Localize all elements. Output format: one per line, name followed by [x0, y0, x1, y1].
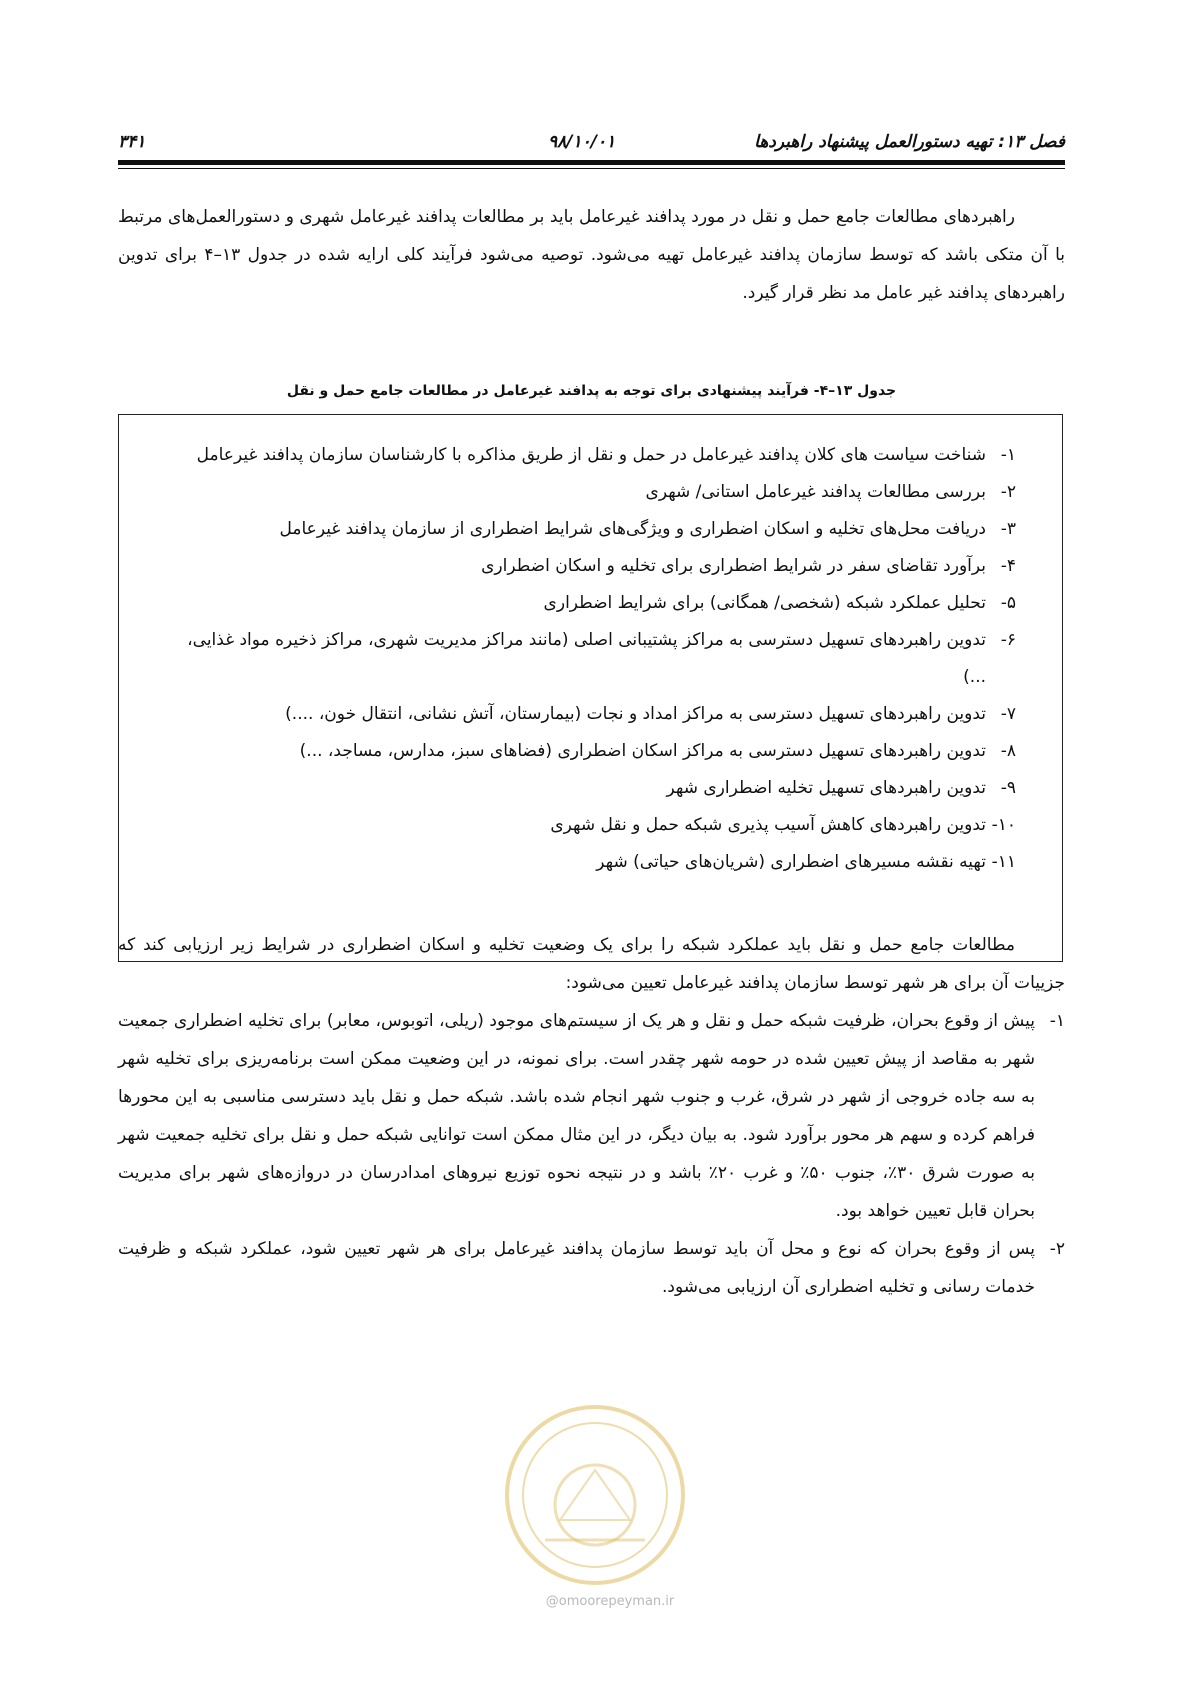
- table-item-text: برآورد تقاضای سفر در شرایط اضطراری برای تخلیه و اسکان اضطراری: [481, 556, 986, 576]
- table-item-number: ۹-: [1000, 778, 1016, 798]
- condition-item: [118, 1230, 1065, 1306]
- watermark-url: @omoorepeyman.ir: [545, 1594, 675, 1609]
- table-item-text: بررسی مطالعات پدافند غیرعامل استانی/ شهری: [645, 482, 986, 502]
- table-item-number: ۴-: [1000, 556, 1016, 576]
- table-item-text: تدوین راهبردهای تسهیل دسترسی به مراکز پشتیبانی اصلی (مانند مراکز مدیریت شهری، مراکز ذخیره مواد غذایی، ...): [187, 630, 986, 687]
- table-item: [159, 770, 1016, 807]
- condition-item: [118, 1002, 1065, 1230]
- table-item-number: ۱۰-: [991, 815, 1016, 835]
- table-item: [159, 474, 1016, 511]
- table-item: [159, 844, 1016, 881]
- condition-number: ۲-: [1049, 1239, 1065, 1259]
- condition-text: پس از وقوع بحران که نوع و محل آن باید توسط سازمان پدافند غیرعامل برای هر شهر تعیین شود، عملکرد شبکه و ظرفیت خدمات رسانی و تخلیه اضطراری آن ارزیابی می‌شود.: [118, 1239, 1035, 1297]
- condition-text: پیش از وقوع بحران، ظرفیت شبکه حمل و نقل و هر یک از سیستم‌های موجود (ریلی، اتوبوس، معابر) برای تخلیه اضطراری جمعیت شهر به مقاصد از پیش تعیین شده در حومه شهر چقدر است. برای نمونه، در این وضعیت ممکن است برنامه‌ریزی برای تخلیه شهر به سه جاده خروجی از شهر در شرق، غرب و جنوب شهر انجام شده باشد. شبکه حمل و نقل باید دسترسی مناسبی به این محورها فراهم کرده و سهم هر محور برآورد شود. به بیان دیگر، در این مثال ممکن است توانایی شبکه حمل و نقل برای تخلیه جمعیت شهر به صورت شرق ۳۰٪، جنوب ۵۰٪ و غرب ۲۰٪ باشد و در نتیجه نحوه توزیع نیروهای امدادرسان در دروازه‌های شهر برای مدیریت بحران قابل تعیین خواهد بود.: [118, 1011, 1035, 1221]
- table-item-number: ۸-: [1000, 741, 1016, 761]
- process-list: [119, 415, 1062, 881]
- table-item-text: تحلیل عملکرد شبکه (شخصی/ همگانی) برای شرایط اضطراری: [543, 593, 986, 613]
- table-item-number: ۷-: [1000, 704, 1016, 724]
- table-caption: جدول ۱۳–۴- فرآیند پیشنهادی برای توجه به پدافند غیرعامل در مطالعات جامع حمل و نقل: [286, 383, 897, 399]
- watermark-stamp: [500, 1400, 690, 1590]
- table-item-text: تدوین راهبردهای تسهیل دسترسی به مراکز اسکان اضطراری (فضاهای سبز، مدارس، مساجد، ...): [299, 741, 986, 761]
- page-header: [118, 130, 1065, 160]
- table-item: [159, 437, 1016, 474]
- table-item-text: شناخت سیاست های کلان پدافند غیرعامل در حمل و نقل از طریق مذاکره با کارشناسان سازمان پدافند غیرعامل: [196, 445, 986, 465]
- table-item-number: ۱-: [1000, 445, 1016, 465]
- table-item-text: دریافت محل‌های تخلیه و اسکان اضطراری و ویژگی‌های شرایط اضطراری از سازمان پدافند غیرعامل: [279, 519, 986, 539]
- table-item-text: تدوین راهبردهای تسهیل تخلیه اضطراری شهر: [666, 778, 986, 798]
- table-item: [159, 511, 1016, 548]
- table-item: [159, 696, 1016, 733]
- table-item-number: ۱۱-: [991, 852, 1016, 872]
- condition-number: ۱-: [1049, 1011, 1065, 1031]
- table-item: [159, 548, 1016, 585]
- intro-paragraph: راهبردهای مطالعات جامع حمل و نقل در مورد پدافند غیرعامل باید بر مطالعات پدافند غیرعامل شهری و دستورالعمل‌های مرتبط با آن متکی باشد که توسط سازمان پدافند غیرعامل تهیه می‌شود. توصیه می‌شود فرآیند کلی ارایه شده در جدول ۱۳–۴ برای تدوین راهبردهای پدافند غیر عامل مد نظر قرار گیرد.: [118, 207, 1065, 303]
- table-item: [159, 807, 1016, 844]
- table-item: [159, 585, 1016, 622]
- table-item-text: تدوین راهبردهای کاهش آسیب پذیری شبکه حمل و نقل شهری: [550, 815, 986, 835]
- table-item: [159, 622, 1016, 696]
- table-item: [159, 733, 1016, 770]
- chapter-title: فصل ۱۳: تهیه دستورالعمل پیشنهاد راهبردها: [754, 132, 1065, 152]
- second-paragraph: مطالعات جامع حمل و نقل باید عملکرد شبکه را برای یک وضعیت تخلیه و اسکان اضطراری در شرایط زیر ارزیابی کند که جزییات آن برای هر شهر توسط سازمان پدافند غیرعامل تعیین می‌شود:: [118, 935, 1065, 993]
- table-item-number: ۲-: [1000, 482, 1016, 502]
- header-rule-thick: [118, 160, 1065, 165]
- table-item-text: تهیه نقشه مسیرهای اضطراری (شریان‌های حیاتی) شهر: [596, 852, 986, 872]
- header-rule-thin: [118, 168, 1065, 169]
- process-table: [118, 414, 1063, 962]
- header-date: ۹۸/۱۰/۰۱: [548, 132, 616, 152]
- table-item-number: ۳-: [1000, 519, 1016, 539]
- conditions-list: [118, 1002, 1065, 1306]
- table-item-number: ۶-: [1000, 630, 1016, 650]
- page-number: ۳۴۱: [118, 132, 146, 152]
- table-item-number: ۵-: [1000, 593, 1016, 613]
- table-item-text: تدوین راهبردهای تسهیل دسترسی به مراکز امداد و نجات (بیمارستان، آتش نشانی، انتقال خون، ....): [285, 704, 986, 724]
